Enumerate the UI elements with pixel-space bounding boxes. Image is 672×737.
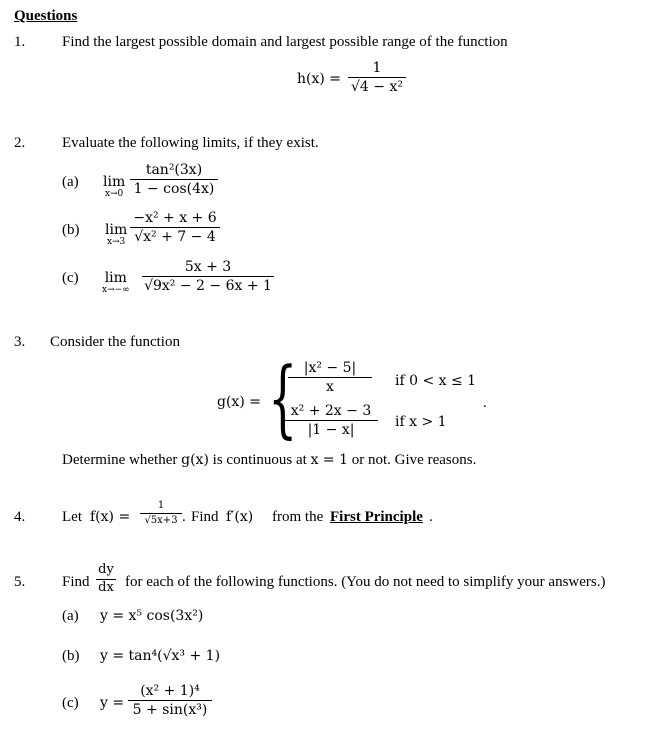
q1-number: 1. xyxy=(14,34,26,50)
q4-denominator: √5x+3 xyxy=(144,514,178,526)
q3-case2-denominator: |1 − x| xyxy=(307,422,355,439)
q1-denominator: √4 − x² xyxy=(351,79,403,96)
q3-case1-bar xyxy=(288,377,372,378)
q2b-lim-word: lim xyxy=(105,222,128,238)
q4-lhs: f(x) = xyxy=(90,509,131,525)
q2b-numerator: −x² + x + 6 xyxy=(133,210,217,226)
q5-text: for each of the following functions. (You do not need to simplify your answers.) xyxy=(125,574,606,590)
q2c-fraction xyxy=(142,259,274,294)
q2c-limit xyxy=(102,271,130,295)
q3-number: 3. xyxy=(14,334,26,350)
q2c-fraction-bar xyxy=(142,276,274,277)
q5-number: 5. xyxy=(14,574,26,590)
q5a-expr: y = x⁵ cos(3x²) xyxy=(100,608,204,624)
q3-determine-mid: is continuous at xyxy=(212,452,307,468)
q4-fraction-bar xyxy=(140,513,182,514)
q4-find: Find xyxy=(191,509,219,525)
q2a-denominator: 1 − cos(4x) xyxy=(133,181,215,198)
q1-fraction-bar xyxy=(348,77,406,78)
q5c-denominator: 5 + sin(x³) xyxy=(132,702,208,719)
q3-determine-g: g(x) xyxy=(181,452,209,468)
q4-end-dot: . xyxy=(429,509,433,525)
q3-determine-pre: Determine whether xyxy=(62,452,178,468)
q2-number: 2. xyxy=(14,135,26,151)
q3-case2-fraction xyxy=(284,403,378,438)
q3-determine-line xyxy=(62,453,476,468)
q2-text: Evaluate the following limits, if they exist. xyxy=(62,135,319,151)
q3-period: . xyxy=(483,395,487,411)
q1-text: Find the largest possible domain and largest possible range of the function xyxy=(62,34,508,50)
q2a-lim-sub: x→0 xyxy=(104,189,124,199)
q2c-lim-sub: x→−∞ xyxy=(102,285,130,295)
q3-determine-x: x = 1 xyxy=(310,452,349,468)
q3-case1-condition: if 0 < x ≤ 1 xyxy=(395,373,477,389)
q2b-fraction-bar xyxy=(130,227,220,228)
q2b-denominator: √x² + 7 − 4 xyxy=(134,229,216,246)
q5b-label: (b) xyxy=(62,648,80,664)
q5-dx: dx xyxy=(98,579,114,595)
q4-fraction xyxy=(140,500,182,526)
q1-lhs: h(x) = xyxy=(297,71,342,87)
q2a-limit xyxy=(103,175,125,199)
q3-case1-numerator: |x² − 5| xyxy=(303,360,357,376)
q1-numerator: 1 xyxy=(372,60,382,76)
q5c-fraction-bar xyxy=(128,700,212,701)
q3-case1-fraction xyxy=(288,360,372,395)
q4-number: 4. xyxy=(14,509,26,525)
q3-case2-bar xyxy=(284,420,378,421)
q5b-expr: y = tan⁴(√x³ + 1) xyxy=(100,648,221,664)
q2a-numerator: tan²(3x) xyxy=(145,162,203,178)
q2c-lim-word: lim xyxy=(104,270,127,286)
q5c-label: (c) xyxy=(62,695,79,711)
q3-left-brace: { xyxy=(268,349,298,447)
q2c-label: (c) xyxy=(62,270,79,286)
q5-find: Find xyxy=(62,574,90,590)
q5a-label: (a) xyxy=(62,608,79,624)
q2c-numerator: 5x + 3 xyxy=(184,259,232,275)
q4-first-principle: First Principle xyxy=(330,509,423,525)
q1-fraction xyxy=(348,60,406,95)
q4-numerator: 1 xyxy=(157,500,165,511)
q3-text: Consider the function xyxy=(50,334,180,350)
q4-fprime: f′(x) xyxy=(226,509,254,525)
q2b-fraction xyxy=(130,210,220,245)
page-title: Questions xyxy=(14,8,78,24)
q2b-limit xyxy=(105,223,127,247)
q2a-fraction-bar xyxy=(130,179,218,180)
q2c-denominator: √9x² − 2 − 6x + 1 xyxy=(144,278,272,295)
q5c-fraction xyxy=(128,683,212,718)
q2a-lim-word: lim xyxy=(103,174,126,190)
q5c-lhs: y = xyxy=(100,695,125,711)
q5-derivative xyxy=(96,563,116,596)
q4-from: from the xyxy=(272,509,324,525)
q2b-lim-sub: x→3 xyxy=(106,237,126,247)
q2a-label: (a) xyxy=(62,174,79,190)
q3-case2-numerator: x² + 2x − 3 xyxy=(290,403,372,419)
q5-dy: dy xyxy=(98,562,114,577)
q3-lhs: g(x) = xyxy=(217,394,261,410)
q2a-fraction xyxy=(130,162,218,197)
q3-determine-post: or not. Give reasons. xyxy=(351,452,477,468)
q4-dot: . xyxy=(182,509,186,525)
q4-let: Let xyxy=(62,509,82,525)
q5c-numerator: (x² + 1)⁴ xyxy=(140,683,200,699)
q3-case1-denominator: x xyxy=(326,379,334,396)
q3-case2-condition: if x > 1 xyxy=(395,414,447,430)
q2b-label: (b) xyxy=(62,222,80,238)
